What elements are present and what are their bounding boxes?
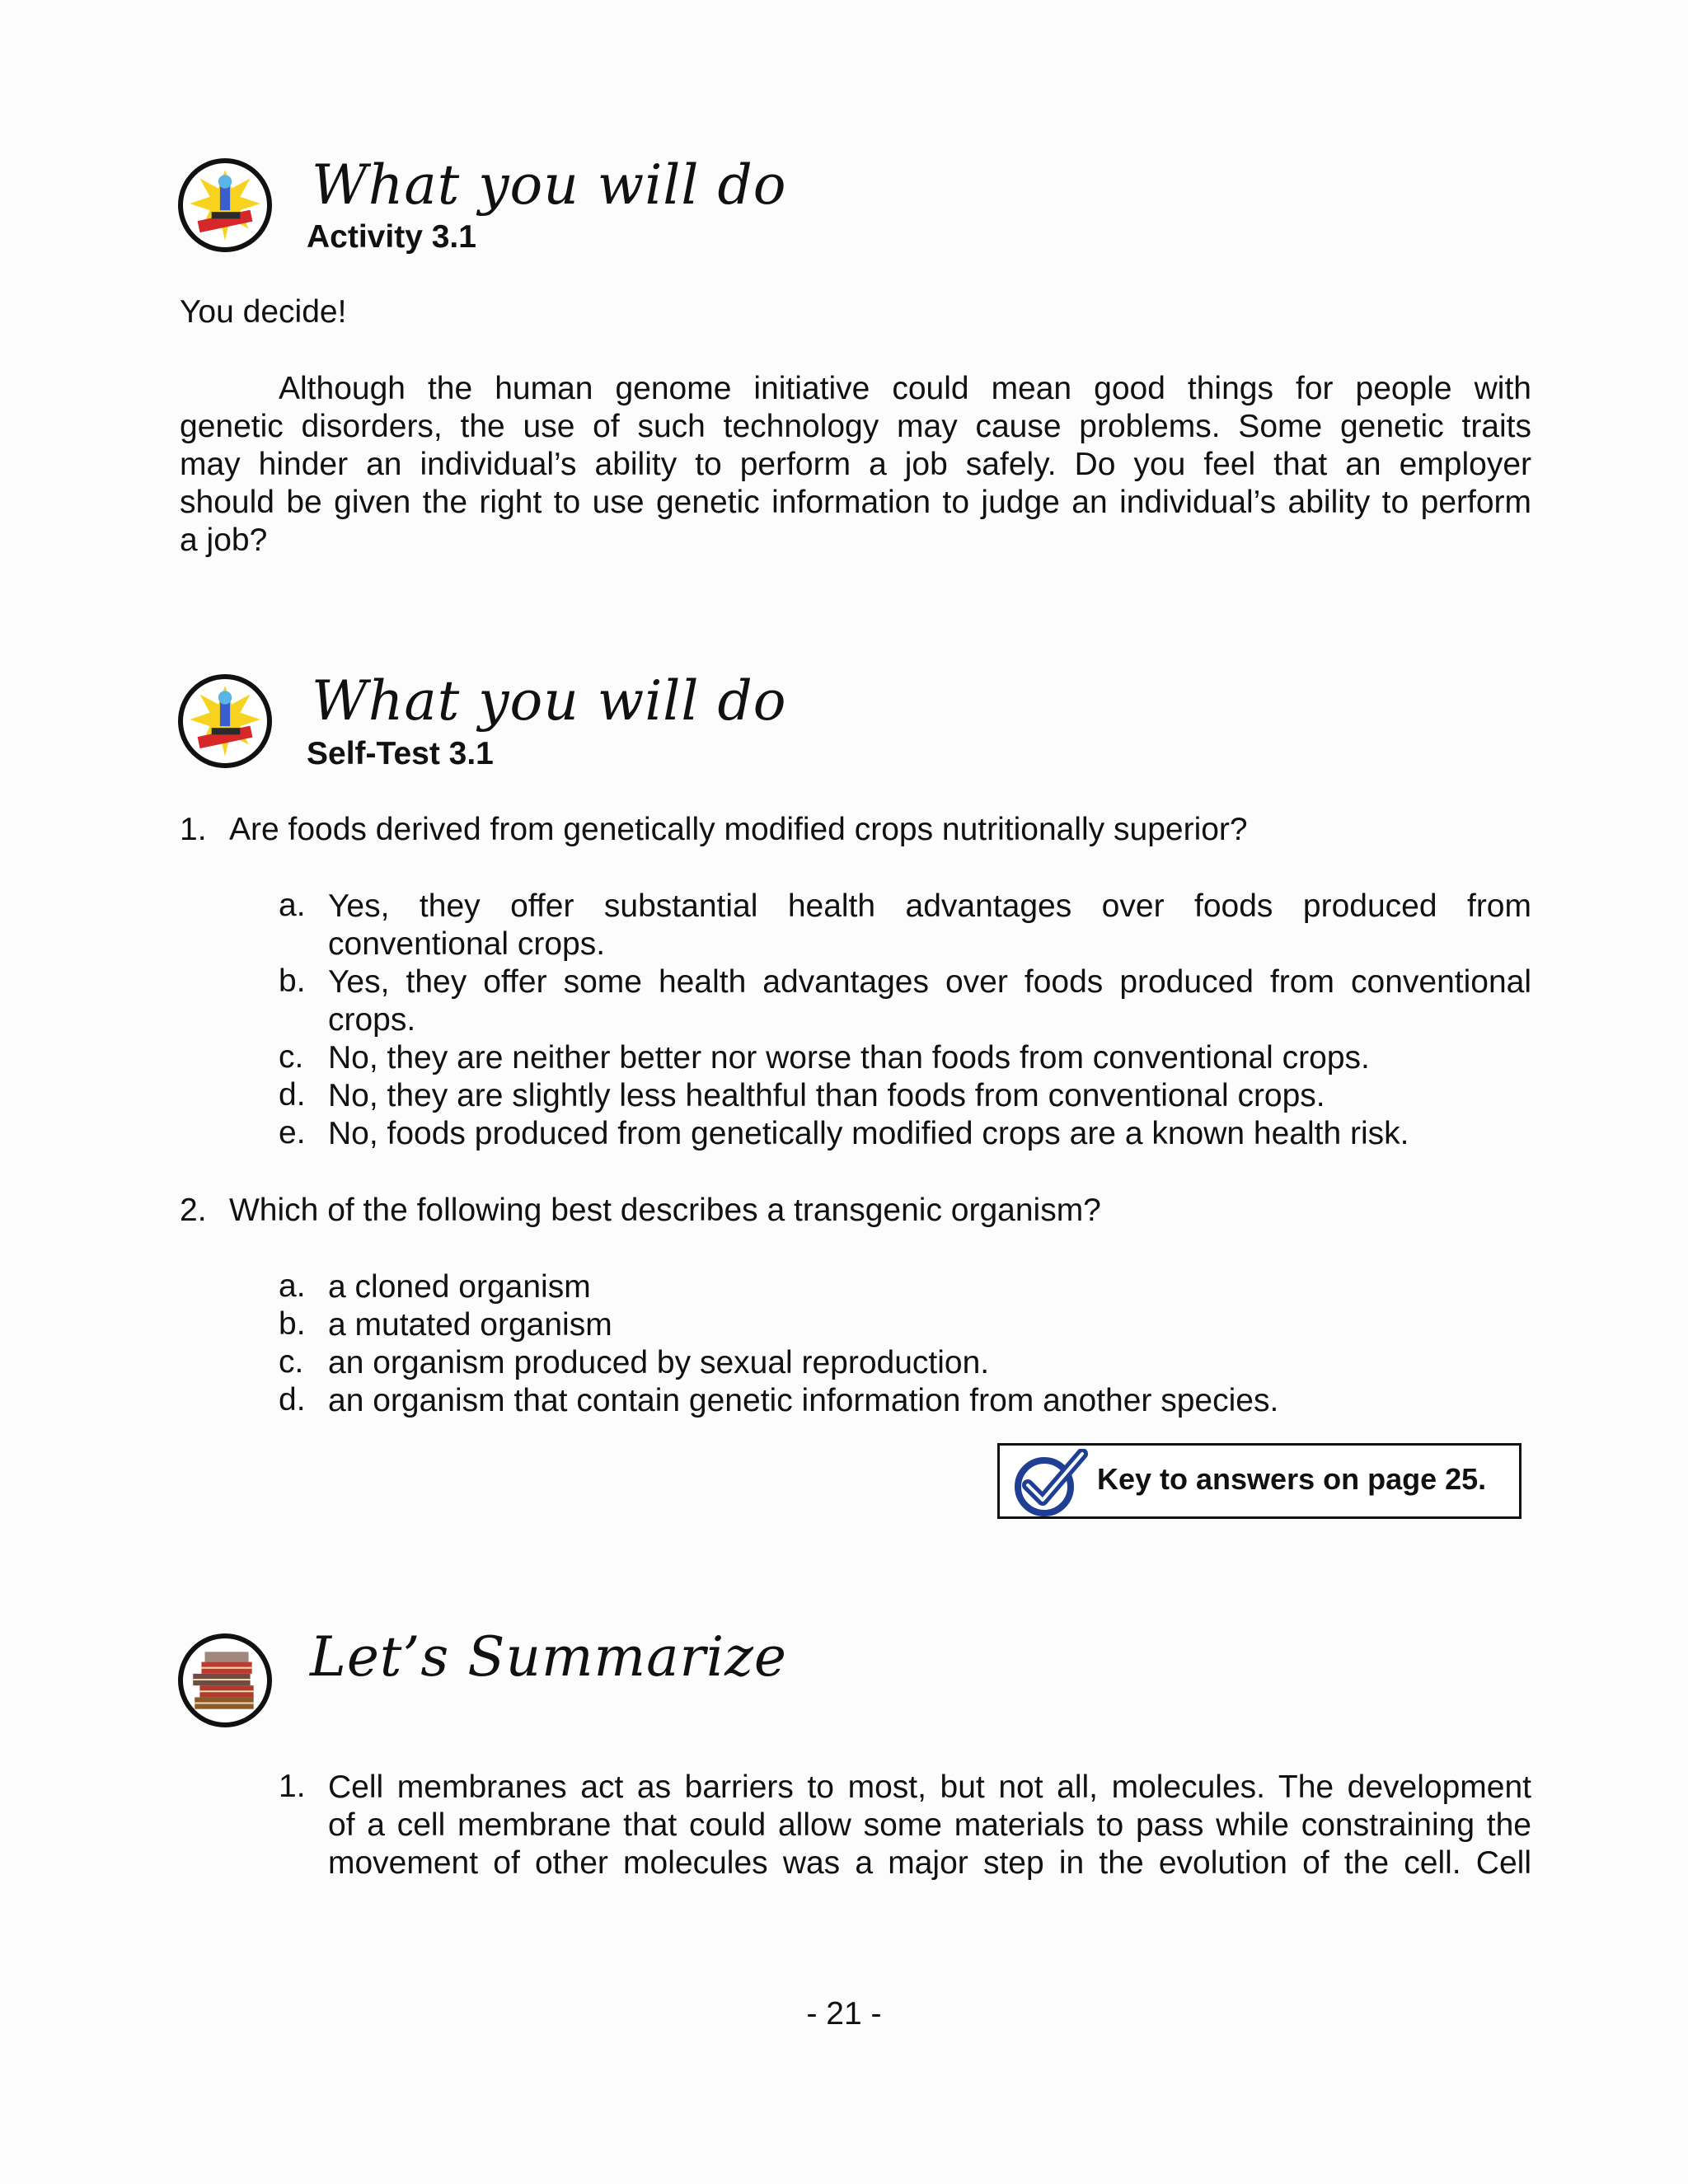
question-text: Are foods derived from genetically modified crops nutritionally superior?: [229, 812, 1248, 847]
option-text: conventional crops.: [328, 926, 606, 962]
activity-subtitle: Activity 3.1: [307, 219, 476, 255]
books-icon: [178, 1633, 272, 1727]
question-text: Which of the following best describes a transgenic organism?: [229, 1193, 1101, 1228]
paragraph-line: should be given the right to use genetic information to judge an individual’s ability to perform: [180, 485, 1531, 520]
paragraph-line: may hinder an individual’s ability to perform a job safely. Do you feel that an employer: [180, 447, 1531, 482]
activity-prompt: You decide!: [180, 294, 347, 330]
answer-key-box: [997, 1443, 1522, 1519]
paragraph-line: genetic disorders, the use of such technology may cause problems. Some genetic traits: [180, 409, 1531, 444]
question-number: 2.: [180, 1193, 207, 1228]
option-letter: e.: [279, 1115, 306, 1151]
option-letter: a.: [279, 1268, 306, 1304]
microscope-icon: [178, 674, 272, 768]
option-text: Yes, they offer some health advantages over foods produced from conventional: [328, 964, 1531, 1000]
self-test-subtitle: Self-Test 3.1: [307, 736, 494, 771]
option-letter: b.: [279, 963, 306, 999]
checkmark-icon: [1006, 1449, 1089, 1516]
paragraph-line: Although the human genome initiative could mean good things for people with: [279, 371, 1531, 406]
option-text: an organism produced by sexual reproduction.: [328, 1345, 990, 1380]
option-letter: b.: [279, 1306, 306, 1342]
option-text: No, they are neither better nor worse than foods from conventional crops.: [328, 1040, 1370, 1076]
option-letter: c.: [279, 1344, 304, 1380]
page-number: - 21 -: [806, 1996, 882, 2032]
summary-line: of a cell membrane that could allow some materials to pass while constraining the: [328, 1807, 1531, 1843]
option-text: Yes, they offer substantial health advantages over foods produced from: [328, 888, 1531, 924]
option-letter: c.: [279, 1039, 304, 1075]
option-text: No, foods produced from genetically modified crops are a known health risk.: [328, 1116, 1409, 1151]
summary-line: Cell membranes act as barriers to most, but not all, molecules. The development: [328, 1769, 1531, 1805]
section-title: What you will do: [312, 153, 787, 217]
section-title: Let’s Summarize: [310, 1625, 787, 1689]
microscope-icon: [178, 158, 272, 252]
answer-key-text: Key to answers on page 25.: [1097, 1462, 1487, 1496]
summary-line: movement of other molecules was a major step in the evolution of the cell. Cell: [328, 1845, 1531, 1881]
option-text: a mutated organism: [328, 1307, 612, 1343]
option-letter: d.: [279, 1382, 306, 1418]
paragraph-line: a job?: [180, 523, 268, 558]
option-letter: a.: [279, 888, 306, 923]
section-title: What you will do: [312, 669, 787, 733]
summary-item-number: 1.: [279, 1769, 306, 1804]
option-letter: d.: [279, 1077, 306, 1113]
option-text: an organism that contain genetic information from another species.: [328, 1383, 1279, 1418]
question-number: 1.: [180, 812, 207, 847]
option-text: No, they are slightly less healthful than foods from conventional crops.: [328, 1078, 1325, 1113]
option-text: crops.: [328, 1002, 416, 1038]
option-text: a cloned organism: [328, 1269, 591, 1305]
